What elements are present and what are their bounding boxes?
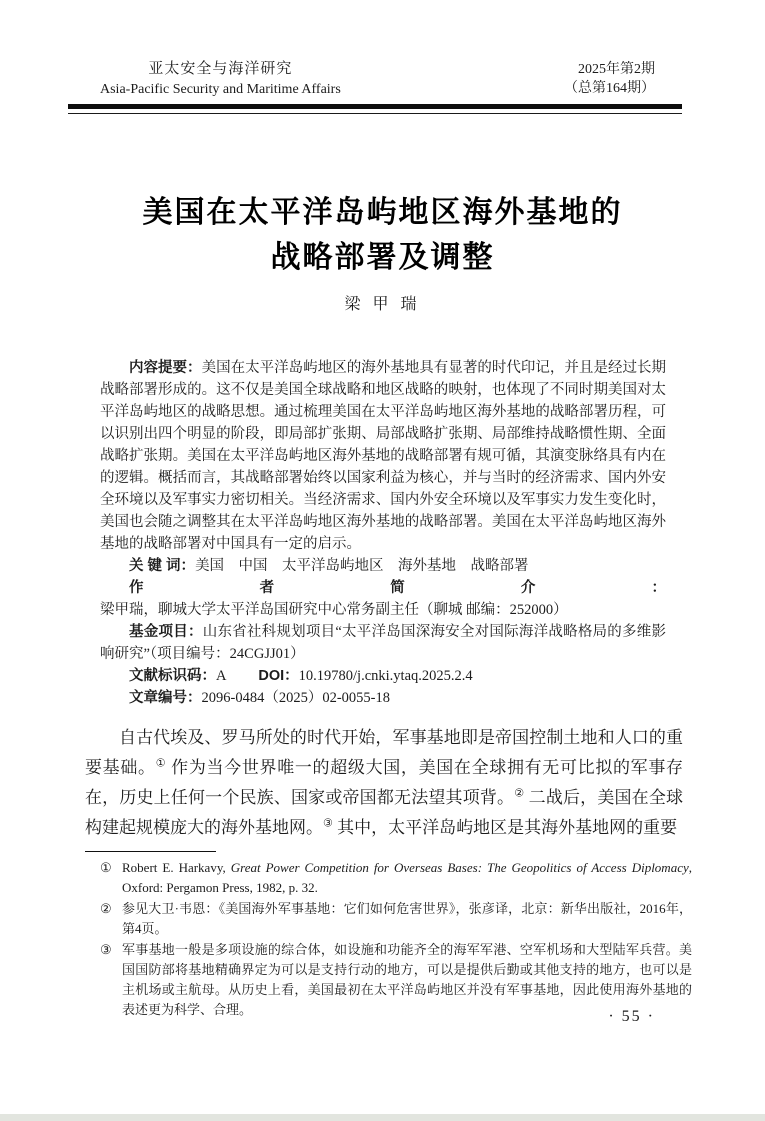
article-body bbox=[85, 723, 683, 843]
footnotes bbox=[100, 858, 692, 1021]
header-double-rule bbox=[68, 104, 682, 114]
footnote-3 bbox=[100, 940, 692, 1020]
funding-line bbox=[100, 621, 666, 665]
journal-name-en: Asia-Pacific Security and Maritime Affairs bbox=[100, 82, 341, 97]
footnote-1-book-title: Great Power Competition for Overseas Bases: The Geopolitics of Access Diplomacy bbox=[230, 860, 689, 875]
doc-code-doi-line bbox=[100, 665, 666, 687]
page-number: · 55 · bbox=[608, 1008, 655, 1025]
page-header bbox=[100, 60, 655, 99]
footnote-ref-1: ① bbox=[155, 757, 167, 770]
keywords-text: 美国 中国 太平洋岛屿地区 海外基地 战略部署 bbox=[195, 558, 529, 574]
header-rule-thin bbox=[68, 113, 682, 115]
footnote-2-text: 参见大卫·韦恩：《美国海外军事基地：它们如何危害世界》，张彦译，北京：新华出版社，2016年，第4页。 bbox=[122, 901, 692, 936]
issue-number: 2025年第2期 bbox=[578, 62, 655, 77]
abstract-label: 内容提要： bbox=[129, 360, 202, 376]
abstract-text: 美国在太平洋岛屿地区的海外基地具有显著的时代印记，并且是经过长期战略部署形成的。这不仅是美国全球战略和地区战略的映射，也体现了不同时期美国对太平洋岛屿地区的战略思想。通过梳理美国在太平洋岛屿地区海外基地的战略部署历程，可以识别出四个明显的阶段，即局部扩张期、局部战略扩张期、局部维持战略惯性期、全面战略扩张期。美国在太平洋岛屿地区海外基地的战略部署有规可循，其演变脉络具有内在的逻辑。概括而言，其战略部署始终以国家利益为核心，并与当时的经济需求、国内外安全环境以及军事实力密切相关。当经济需求、国内外安全环境以及军事实力发生变化时，美国也会随之调整其在太平洋岛屿地区海外基地的战略部署。美国在太平洋岛屿地区海外基地的战略部署对中国具有一定的启示。 bbox=[100, 360, 667, 552]
footnote-3-text: 军事基地一般是多项设施的综合体，如设施和功能齐全的海军军港、空军机场和大型陆军兵营。美国国防部将基地精确界定为可以是支持行动的地方，可以是提供后勤或其他支持的地方，也可以是主机场或主航母。从历史上看，美国最初在太平洋岛屿地区并没有军事基地，因此使用海外基地的表述更为科学、合理。 bbox=[122, 942, 692, 1017]
body-text-1: 自古代埃及、罗马所处的时代开始，军事基地即是帝国控制土地和人口的重要基础。 bbox=[85, 728, 683, 777]
doi-label: DOI： bbox=[258, 668, 299, 684]
article-number-line bbox=[100, 687, 666, 709]
doc-code-value: A bbox=[216, 668, 227, 684]
scan-bottom-edge bbox=[0, 1114, 765, 1121]
funding-label: 基金项目： bbox=[129, 624, 203, 640]
author-bio-line bbox=[100, 577, 666, 621]
abstract-paragraph bbox=[100, 357, 666, 555]
body-text-4: 其中，太平洋岛屿地区是其海外基地网的重要 bbox=[332, 818, 678, 837]
article-number-value: 2096-0484（2025）02-0055-18 bbox=[201, 690, 390, 706]
author-bio-text: 梁甲瑞，聊城大学太平洋岛国研究中心常务副主任（聊城 邮编：252000） bbox=[100, 602, 568, 618]
body-text-3: 二战后，美国在全球构建起规模庞大的海外基地网。 bbox=[85, 788, 683, 837]
journal-name-zh: 亚太安全与海洋研究 bbox=[148, 61, 293, 77]
keywords-label: 关 键 词： bbox=[129, 558, 196, 574]
footnote-separator bbox=[85, 851, 216, 852]
article-title-line2: 战略部署及调整 bbox=[270, 241, 495, 275]
header-rule-thick bbox=[68, 104, 682, 109]
footnote-1 bbox=[100, 858, 692, 898]
footnote-ref-3: ③ bbox=[323, 817, 333, 830]
doi-value: 10.19780/j.cnki.ytaq.2025.2.4 bbox=[298, 668, 473, 684]
front-matter bbox=[100, 357, 666, 709]
keywords-line bbox=[100, 555, 666, 577]
footnote-1-marker: ① bbox=[100, 860, 112, 875]
article-author: 梁 甲 瑞 bbox=[344, 296, 421, 313]
body-paragraph bbox=[85, 723, 683, 843]
footnote-ref-2: ② bbox=[514, 787, 525, 800]
footnote-3-marker: ③ bbox=[100, 942, 112, 957]
author-bio-label: 作者简介： bbox=[129, 580, 666, 596]
body-text-2: 作为当今世界唯一的超级大国，美国在全球拥有无可比拟的军事存在，历史上任何一个民族、国家或帝国都无法望其项背。 bbox=[85, 758, 684, 807]
issue-cumulative-number: （总第164期） bbox=[564, 81, 655, 96]
article-number-label: 文章编号： bbox=[129, 690, 202, 706]
funding-text: 山东省社科规划项目“太平洋岛国深海安全对国际海洋战略格局的多维影响研究”（项目编号：24CGJJ01） bbox=[100, 624, 667, 662]
journal-name bbox=[100, 60, 341, 99]
article-title-line1: 美国在太平洋岛屿地区海外基地的 bbox=[142, 196, 623, 230]
doc-code-label: 文献标识码： bbox=[129, 668, 216, 684]
footnote-2 bbox=[100, 899, 692, 939]
article-title bbox=[0, 190, 765, 280]
issue-info bbox=[564, 60, 655, 98]
footnote-1-text: Robert E. Harkavy, Great Power Competition for Overseas Bases: The Geopolitics of Access Diplomacy, Oxford: Pergamon Press, 1982, p. 32. bbox=[122, 860, 692, 895]
footnote-2-marker: ② bbox=[100, 901, 112, 916]
